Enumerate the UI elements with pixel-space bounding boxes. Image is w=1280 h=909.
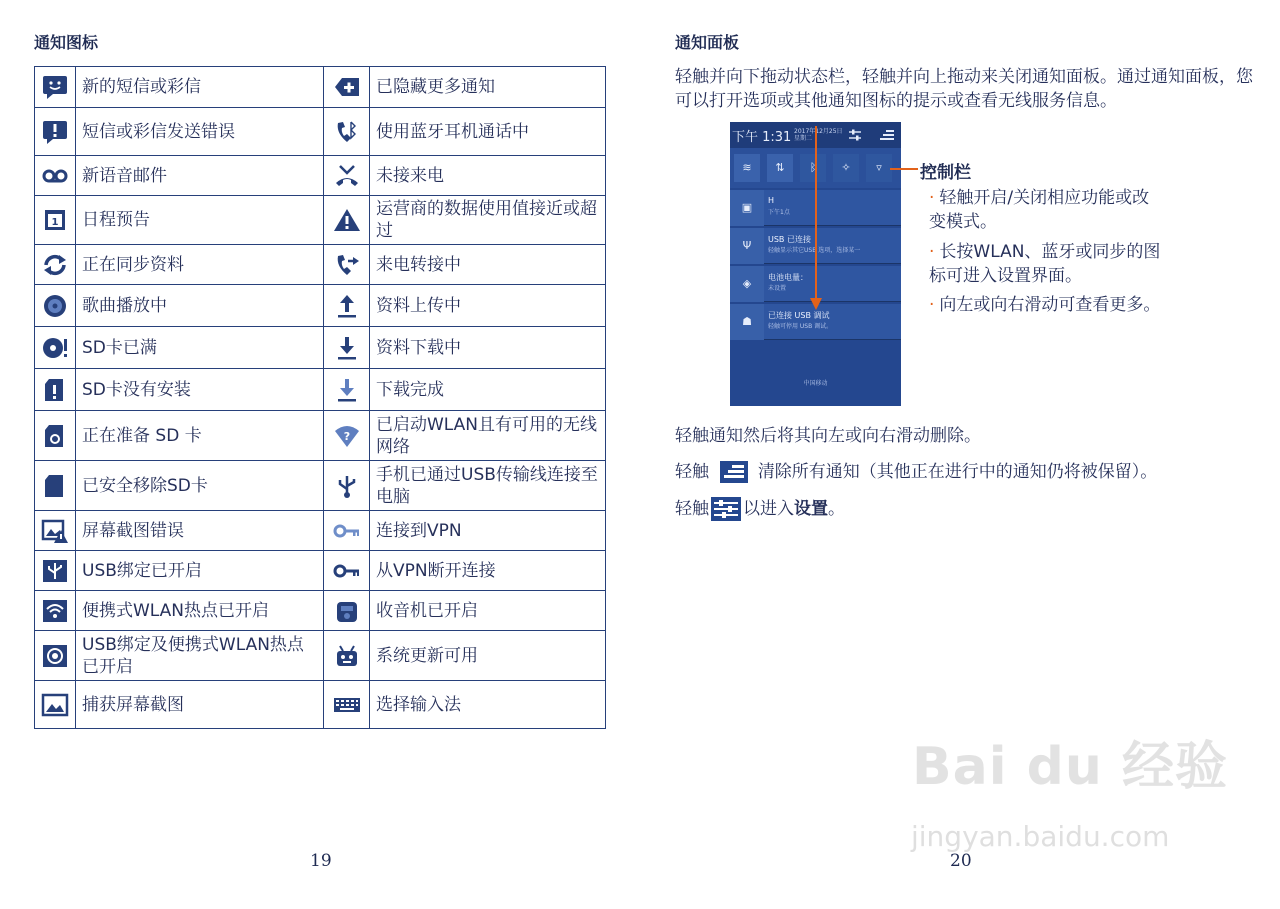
notification-icon: ▣ xyxy=(730,190,764,226)
swipe-instruction: 轻触通知然后将其向左或向右滑动删除。 xyxy=(675,426,981,446)
bluetooth-call-icon xyxy=(324,108,370,156)
table-row xyxy=(35,369,606,411)
notification-icon: Ψ xyxy=(730,228,764,264)
table-row xyxy=(35,511,606,551)
quick-data-icon: ⇅ xyxy=(767,154,793,182)
table-row xyxy=(35,156,606,196)
phone-screenshot xyxy=(730,122,901,406)
quick-sync-icon: ▿ xyxy=(866,154,892,182)
svg-text:1: 1 xyxy=(51,217,59,228)
sms-icon xyxy=(35,67,76,108)
clear-suffix: 清除所有通知（其他正在进行中的通知仍将被保留）。 xyxy=(757,462,1158,482)
upload-icon xyxy=(324,285,370,327)
watermark-logo: Bai du 经验 xyxy=(912,737,1228,797)
call-forward-icon xyxy=(324,245,370,285)
watermark-url: jingyan.baidu.com xyxy=(911,820,1170,853)
table-row xyxy=(35,551,606,591)
tether-hotspot-icon xyxy=(35,631,76,681)
sd-preparing-icon xyxy=(35,411,76,461)
phone-date-text: 2017年12月25日 xyxy=(794,128,843,135)
icon-description: 正在准备 SD 卡 xyxy=(76,411,324,461)
icon-description: 收音机已开启 xyxy=(370,591,606,631)
svg-text:?: ? xyxy=(343,429,350,443)
page-number-right: 20 xyxy=(950,851,972,871)
notification-subtitle: 未设置 xyxy=(768,285,787,292)
notification-subtitle: 轻触可停用 USB 调试。 xyxy=(768,323,833,330)
intro-paragraph: 轻触并向下拖动状态栏，轻触并向上拖动来关闭通知面板。通过通知面板，您可以打开选项或其他通知图标的提示或查看无线服务信息。 xyxy=(675,67,1253,111)
bullet-text: 轻触开启/关闭相应功能或改变模式。 xyxy=(929,188,1150,232)
icon-description: 运营商的数据使用值接近或超过 xyxy=(370,196,606,245)
icon-description: 屏幕截图错误 xyxy=(76,511,324,551)
icon-description: 下载完成 xyxy=(370,369,606,411)
keyboard-icon xyxy=(324,681,370,729)
icon-description: 短信或彩信发送错误 xyxy=(76,108,324,156)
icon-description: USB绑定已开启 xyxy=(76,551,324,591)
usb-icon xyxy=(324,461,370,511)
download-done-icon xyxy=(324,369,370,411)
icon-description: SD卡没有安装 xyxy=(76,369,324,411)
settings-prefix: 轻触 xyxy=(675,499,709,519)
table-row xyxy=(35,411,606,461)
more-notifications-icon xyxy=(324,67,370,108)
phone-carrier: 中国移动 xyxy=(803,380,828,387)
table-row xyxy=(35,285,606,327)
screenshot-icon xyxy=(35,681,76,729)
notification-subtitle: 下午1点 xyxy=(768,209,790,216)
sd-full-icon xyxy=(35,327,76,369)
page-heading-panel: 通知面板 xyxy=(675,33,740,52)
icon-description: 系统更新可用 xyxy=(370,631,606,681)
voicemail-icon xyxy=(35,156,76,196)
icon-description: USB绑定及便携式WLAN热点已开启 xyxy=(76,631,324,681)
icon-description: 来电转接中 xyxy=(370,245,606,285)
table-row xyxy=(35,327,606,369)
icon-description: 选择输入法 xyxy=(370,681,606,729)
bullet-item: · 长按WLAN、蓝牙或同步的图标可进入设置界面。 xyxy=(929,242,1161,286)
icon-description: 使用蓝牙耳机通话中 xyxy=(370,108,606,156)
bullet-text: 向左或向右滑动可查看更多。 xyxy=(939,295,1161,315)
clear-prefix: 轻触 xyxy=(675,462,709,482)
icon-description: 日程预告 xyxy=(76,196,324,245)
sms-error-icon xyxy=(35,108,76,156)
notification-icon: ☗ xyxy=(730,304,764,340)
settings-sliders-icon xyxy=(711,497,741,521)
icon-description: 连接到VPN xyxy=(370,511,606,551)
icon-description: 手机已通过USB传输线连接至电脑 xyxy=(370,461,606,511)
icon-description: 正在同步资料 xyxy=(76,245,324,285)
sync-icon xyxy=(35,245,76,285)
icon-description: SD卡已满 xyxy=(76,327,324,369)
quick-wifi-icon: ≋ xyxy=(734,154,760,182)
radio-icon xyxy=(324,591,370,631)
music-icon xyxy=(35,285,76,327)
bullet-item: · 轻触开启/关闭相应功能或改变模式。 xyxy=(929,188,1150,232)
icon-description: 资料下载中 xyxy=(370,327,606,369)
icon-description: 已隐藏更多通知 xyxy=(370,67,606,108)
icon-description: 新语音邮件 xyxy=(76,156,324,196)
notification-title: 已连接 USB 调试 xyxy=(768,311,830,320)
quick-bluetooth-icon: ᛒ xyxy=(800,154,826,182)
settings-bold: 设置 xyxy=(794,499,828,519)
sd-remove-icon xyxy=(35,461,76,511)
icon-description: 新的短信或彩信 xyxy=(76,67,324,108)
icon-description: 资料上传中 xyxy=(370,285,606,327)
warning-icon xyxy=(324,196,370,245)
clear-instruction xyxy=(675,460,1157,484)
missed-call-icon xyxy=(324,156,370,196)
download-icon xyxy=(324,327,370,369)
page-number-left: 19 xyxy=(310,851,332,871)
icon-description: 未接来电 xyxy=(370,156,606,196)
page-heading-icons: 通知图标 xyxy=(34,33,99,52)
table-row xyxy=(35,108,606,156)
notification-icon-table xyxy=(34,66,606,729)
icon-description: 歌曲播放中 xyxy=(76,285,324,327)
settings-instruction xyxy=(675,497,845,521)
hotspot-icon xyxy=(35,591,76,631)
notification-icon: ◈ xyxy=(730,266,764,302)
icon-description: 便携式WLAN热点已开启 xyxy=(76,591,324,631)
notification-title: H xyxy=(768,196,775,205)
callout-title: 控制栏 xyxy=(920,163,971,183)
callout-connector xyxy=(890,160,920,180)
table-row xyxy=(35,681,606,729)
table-row xyxy=(35,67,606,108)
bullet-item: · 向左或向右滑动可查看更多。 xyxy=(929,295,1161,315)
phone-time: 下午 1:31 xyxy=(732,130,792,145)
phone-weekday: 星期二 xyxy=(794,135,813,142)
table-row xyxy=(35,461,606,511)
wifi-available-icon xyxy=(324,411,370,461)
quick-flashlight-icon: ✧ xyxy=(833,154,859,182)
icon-description: 已启动WLAN且有可用的无线网络 xyxy=(370,411,606,461)
table-row xyxy=(35,245,606,285)
calendar-icon xyxy=(35,196,76,245)
table-row xyxy=(35,631,606,681)
sd-missing-icon xyxy=(35,369,76,411)
icon-description: 捕获屏幕截图 xyxy=(76,681,324,729)
icon-description: 从VPN断开连接 xyxy=(370,551,606,591)
usb-tether-icon xyxy=(35,551,76,591)
notification-subtitle: 轻触显示其它USB 选项，选择某一 xyxy=(768,247,861,254)
vpn-disconnect-icon xyxy=(324,551,370,591)
screenshot-error-icon xyxy=(35,511,76,551)
settings-mid: 以进入 xyxy=(743,499,794,519)
notification-title: 电池电量： xyxy=(768,273,808,282)
vpn-key-icon xyxy=(324,511,370,551)
icon-description: 已安全移除SD卡 xyxy=(76,461,324,511)
drag-arrow-icon xyxy=(730,122,901,406)
table-row xyxy=(35,196,606,245)
table-row xyxy=(35,591,606,631)
notification-title: USB 已连接 xyxy=(768,235,811,244)
system-update-icon xyxy=(324,631,370,681)
clear-all-icon xyxy=(720,461,748,483)
settings-end: 。 xyxy=(828,499,845,519)
bullet-text: 长按WLAN、蓝牙或同步的图标可进入设置界面。 xyxy=(929,242,1161,286)
